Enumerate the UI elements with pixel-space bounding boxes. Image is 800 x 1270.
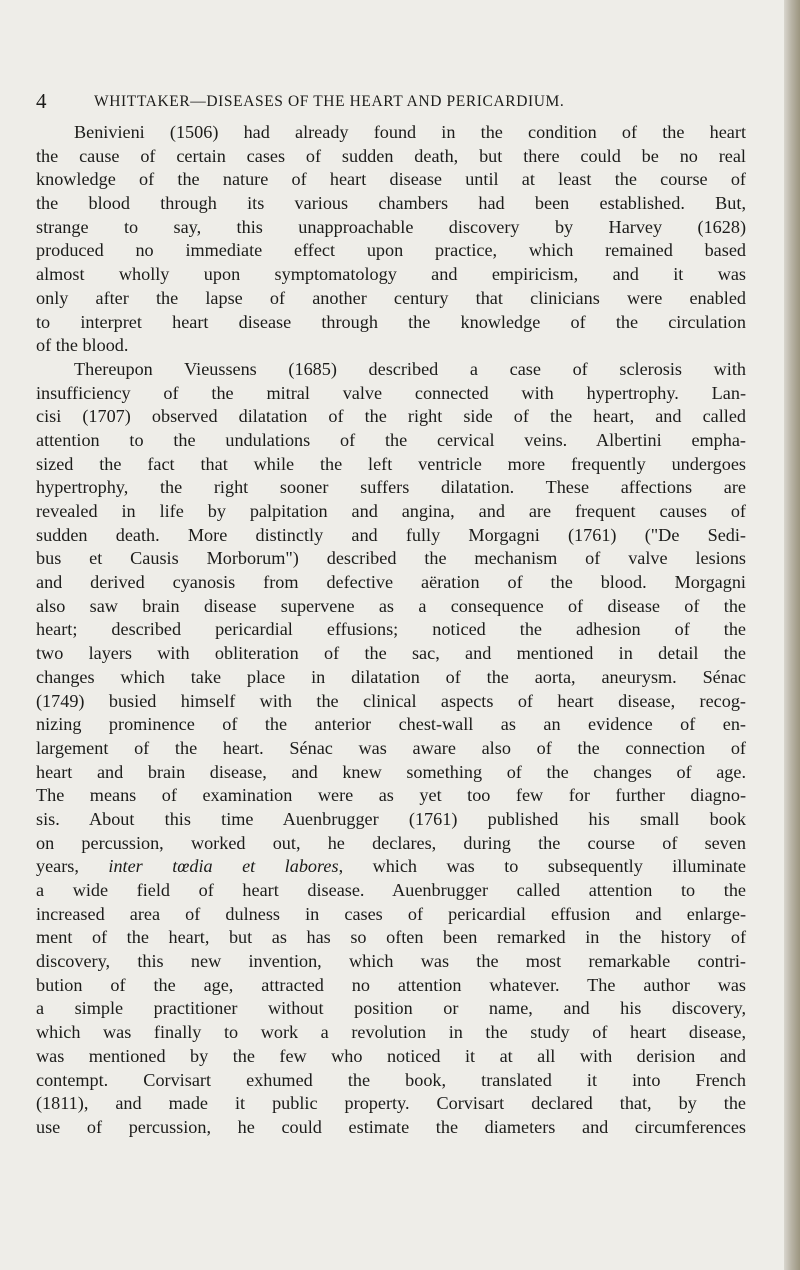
text-line: on percussion, worked out, he declares, during the course of seven bbox=[36, 832, 746, 853]
text-line: and derived cyanosis from defective aëration of the blood. Morgagni bbox=[36, 572, 746, 593]
body-text bbox=[36, 121, 746, 1140]
text-line: of the blood. bbox=[36, 335, 129, 356]
text-line: was mentioned by the few who noticed it at all with derision and bbox=[36, 1045, 746, 1066]
text-line: only after the lapse of another century that clinicians were enabled bbox=[36, 287, 746, 308]
text-line: ment of the heart, but as has so often been remarked in the history of bbox=[36, 927, 746, 948]
text-line: two layers with obliteration of the sac, and mentioned in detail the bbox=[36, 643, 746, 664]
paragraph-1 bbox=[36, 121, 746, 358]
text-line: the blood through its various chambers had been established. But, bbox=[36, 193, 746, 214]
text-line: bus et Causis Morborum") described the mechanism of valve lesions bbox=[36, 548, 746, 569]
text-line: Benivieni (1506) had already found in the condition of the heart bbox=[74, 122, 746, 142]
text-line: also saw brain disease supervene as a consequence of disease of the bbox=[36, 595, 746, 616]
text-line: The means of examination were as yet too few for further diagno- bbox=[36, 785, 746, 806]
page-edge-shadow bbox=[784, 0, 800, 1270]
text-line: cisi (1707) observed dilatation of the right side of the heart, and called bbox=[36, 406, 746, 427]
text-line: to interpret heart disease through the knowledge of the circulation bbox=[36, 311, 746, 332]
text-line: knowledge of the nature of heart disease until at least the course of bbox=[36, 169, 746, 190]
text-line: use of percussion, he could estimate the diameters and circumferences bbox=[36, 1116, 746, 1137]
text-line: (1811), and made it public property. Corvisart declared that, by the bbox=[36, 1093, 746, 1114]
text-line: a simple practitioner without position or name, and his discovery, bbox=[36, 998, 746, 1019]
text-line: bution of the age, attracted no attention whatever. The author was bbox=[36, 974, 746, 995]
page-header bbox=[36, 88, 736, 114]
text-line: a wide field of heart disease. Auenbrugger called attention to the bbox=[36, 880, 746, 900]
text-line: the cause of certain cases of sudden death, but there could be no real bbox=[36, 145, 746, 166]
italic-phrase: inter tœdia et labores bbox=[108, 856, 339, 877]
text-line: Thereupon Vieussens (1685) described a case of sclerosis with bbox=[74, 358, 746, 379]
running-head: WHITTAKER—DISEASES OF THE HEART AND PERICARDIUM. bbox=[94, 93, 565, 110]
text-line: sized the fact that while the left ventricle more frequently undergoes bbox=[36, 453, 746, 474]
text-line: sudden death. More distinctly and fully Morgagni (1761) ("De Sedi- bbox=[36, 524, 746, 545]
paragraph-2 bbox=[36, 358, 746, 1140]
text-line: heart; described pericardial effusions; noticed the adhesion of the bbox=[36, 619, 746, 640]
text-line: hypertrophy, the right sooner suffers dilatation. These affections are bbox=[36, 477, 746, 498]
text-fragment: years, bbox=[36, 856, 109, 877]
text-fragment: , which was to subsequently illuminate bbox=[338, 856, 747, 877]
text-line: nizing prominence of the anterior chest-wall as an evidence of en- bbox=[36, 714, 746, 735]
text-line: attention to the undulations of the cervical veins. Albertini empha- bbox=[36, 429, 746, 450]
text-line: revealed in life by palpitation and angina, and are frequent causes of bbox=[36, 501, 746, 521]
text-line: changes which take place in dilatation of the aorta, aneurysm. Sénac bbox=[36, 666, 746, 687]
text-line: discovery, this new invention, which was the most remarkable contri- bbox=[36, 951, 746, 972]
text-line: contempt. Corvisart exhumed the book, translated it into French bbox=[36, 1069, 746, 1090]
text-line: which was finally to work a revolution in the study of heart disease, bbox=[36, 1022, 746, 1043]
text-line: sis. About this time Auenbrugger (1761) published his small book bbox=[36, 808, 746, 829]
text-line: (1749) busied himself with the clinical aspects of heart disease, recog- bbox=[36, 690, 746, 711]
text-line: produced no immediate effect upon practice, which remained based bbox=[36, 240, 746, 261]
text-line: almost wholly upon symptomatology and empiricism, and it was bbox=[36, 264, 746, 285]
text-line: insufficiency of the mitral valve connected with hypertrophy. Lan- bbox=[36, 382, 746, 403]
text-line: largement of the heart. Sénac was aware also of the connection of bbox=[36, 737, 746, 758]
text-line: increased area of dulness in cases of pericardial effusion and enlarge- bbox=[36, 903, 746, 924]
text-line: heart and brain disease, and knew something of the changes of age. bbox=[36, 761, 746, 782]
text-line: strange to say, this unapproachable discovery by Harvey (1628) bbox=[36, 216, 746, 237]
page-number: 4 bbox=[36, 89, 47, 113]
text-line bbox=[36, 855, 746, 879]
